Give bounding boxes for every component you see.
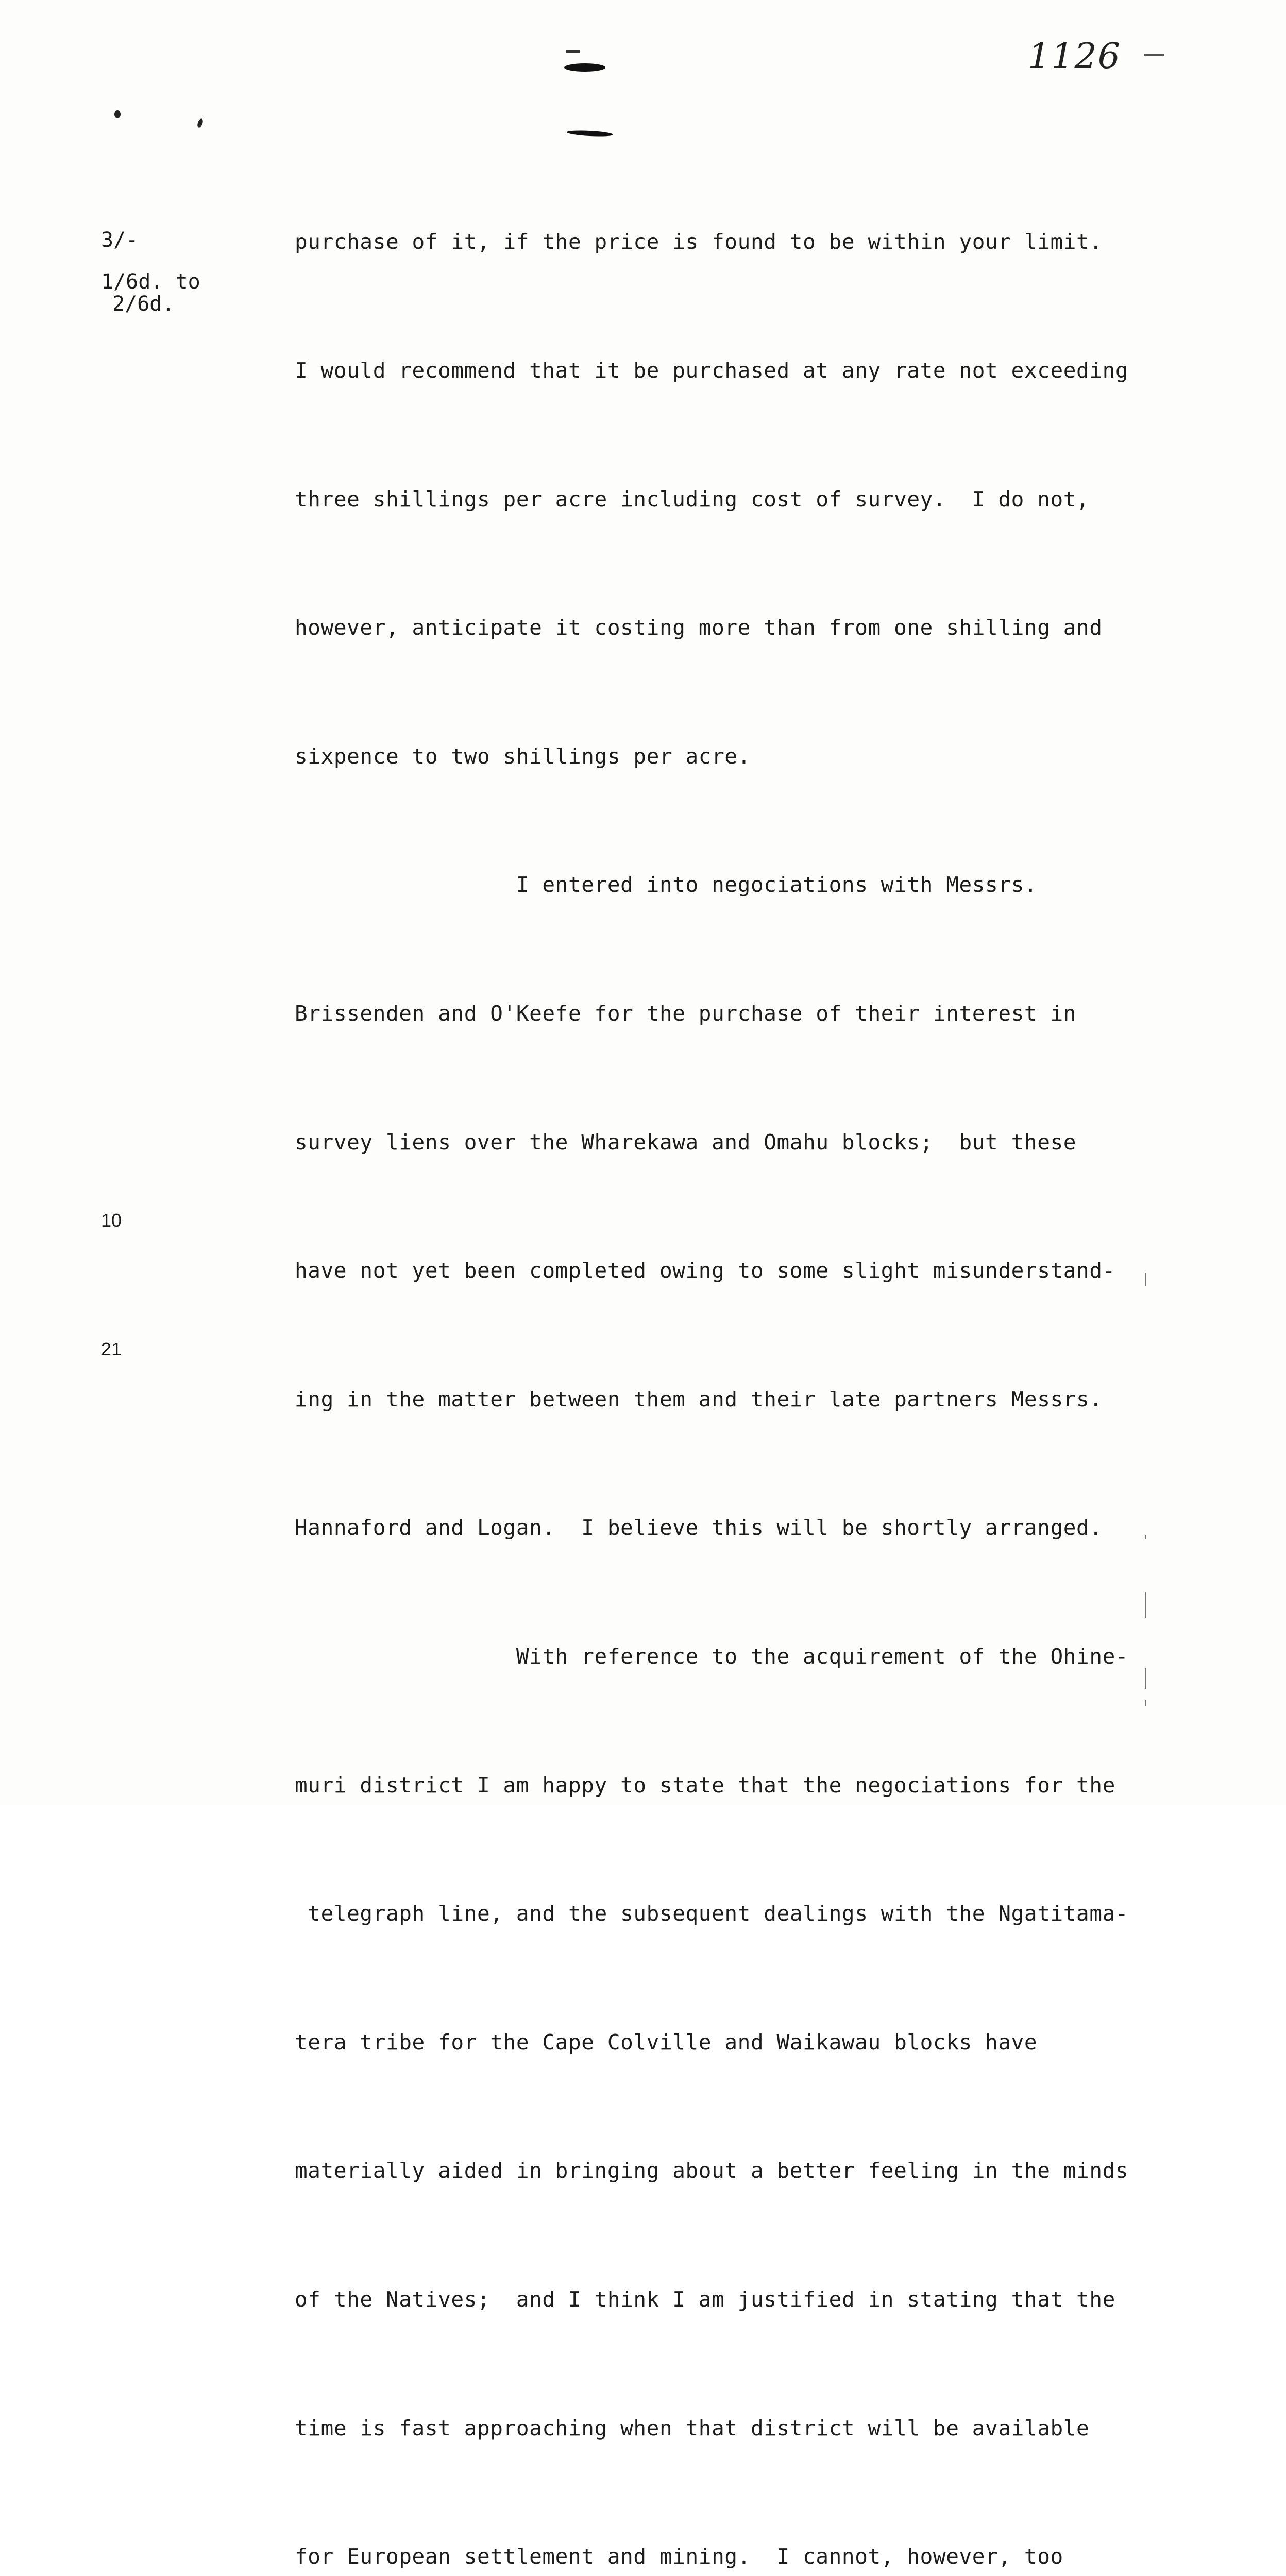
ink-speck	[196, 118, 204, 128]
body-line: however, anticipate it costing more than from one shilling and	[295, 615, 1103, 640]
letter-body	[295, 135, 1171, 2576]
body-line: I entered into negociations with Messrs.	[295, 872, 1038, 897]
margin-note-range-line1: 1/6d. to	[101, 270, 200, 294]
body-line: survey liens over the Wharekawa and Omahu blocks; but these	[295, 1129, 1077, 1155]
body-line: With reference to the acquirement of the Ohine-	[295, 1643, 1129, 1669]
ink-blot	[564, 63, 605, 72]
body-line: Hannaford and Logan. I believe this will be shortly arranged.	[295, 1515, 1103, 1540]
body-line: ing in the matter between them and their late partners Messrs.	[295, 1386, 1103, 1412]
body-line: have not yet been completed owing to some slight misunderstand-	[295, 1258, 1115, 1283]
margin-note-years: 21	[101, 1338, 122, 1360]
body-line: Brissenden and O'Keefe for the purchase of their interest in	[295, 1001, 1077, 1026]
body-line: for European settlement and mining. I cannot, however, too	[295, 2544, 1063, 2569]
body-line: sixpence to two shillings per acre.	[295, 743, 751, 769]
margin-note-persons: 10	[101, 1210, 122, 1231]
body-line: of the Natives; and I think I am justified in stating that the	[295, 2286, 1115, 2312]
body-line: tera tribe for the Cape Colville and Waikawau blocks have	[295, 2029, 1038, 2055]
pencil-dash	[1144, 54, 1164, 56]
body-line: muri district I am happy to state that the negociations for the	[295, 1772, 1115, 1798]
body-line: purchase of it, if the price is found to be within your limit.	[295, 229, 1103, 255]
body-line: telegraph line, and the subsequent dealings with the Ngatitama-	[295, 1901, 1129, 1926]
ink-mark	[566, 50, 580, 53]
body-line: time is fast approaching when that district will be available	[295, 2415, 1090, 2441]
body-line: I would recommend that it be purchased at any rate not exceeding	[295, 358, 1129, 383]
page-number: 1126	[1028, 36, 1122, 77]
ink-speck	[114, 110, 121, 118]
body-line: three shillings per acre including cost of survey. I do not,	[295, 486, 1090, 512]
body-line: materially aided in bringing about a better feeling in the minds	[295, 2158, 1129, 2183]
margin-note-rate: 3/-	[101, 228, 139, 252]
margin-note-range-line2: 2/6d.	[112, 292, 175, 316]
